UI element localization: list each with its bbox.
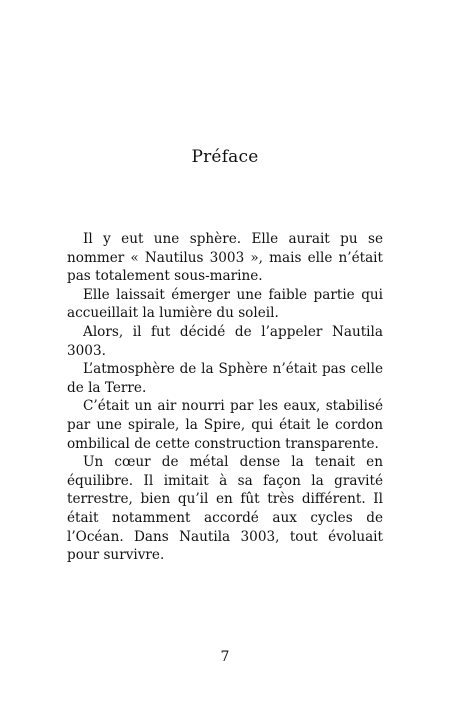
paragraph: Alors, il fut décidé de l’appeler Nautila 3003.: [67, 323, 383, 359]
paragraph: Il y eut une sphère. Elle aurait pu se nommer « Nautilus 3003 », mais elle n’était pas totalement sous-marine.: [67, 231, 383, 285]
page-title: Préface: [191, 147, 259, 167]
preface-body: [67, 230, 383, 565]
paragraph: Un cœur de métal dense la tenait en équilibre. Il imitait à sa façon la gravité terrestre, bien qu’il en fût très différent. Il était notamment accordé aux cycles de l’Océan. Dans Nautila 3003, tout évoluait pour survivre.: [67, 454, 383, 564]
paragraph: C’était un air nourri par les eaux, stabilisé par une spirale, la Spire, qui était le cordon ombilical de cette construction transparente.: [67, 398, 383, 452]
page-number: 7: [220, 649, 230, 665]
paragraph: L’atmosphère de la Sphère n’était pas celle de la Terre.: [67, 361, 383, 396]
paragraph: Elle laissait émerger une faible partie qui accueillait la lumière du soleil.: [67, 286, 383, 322]
